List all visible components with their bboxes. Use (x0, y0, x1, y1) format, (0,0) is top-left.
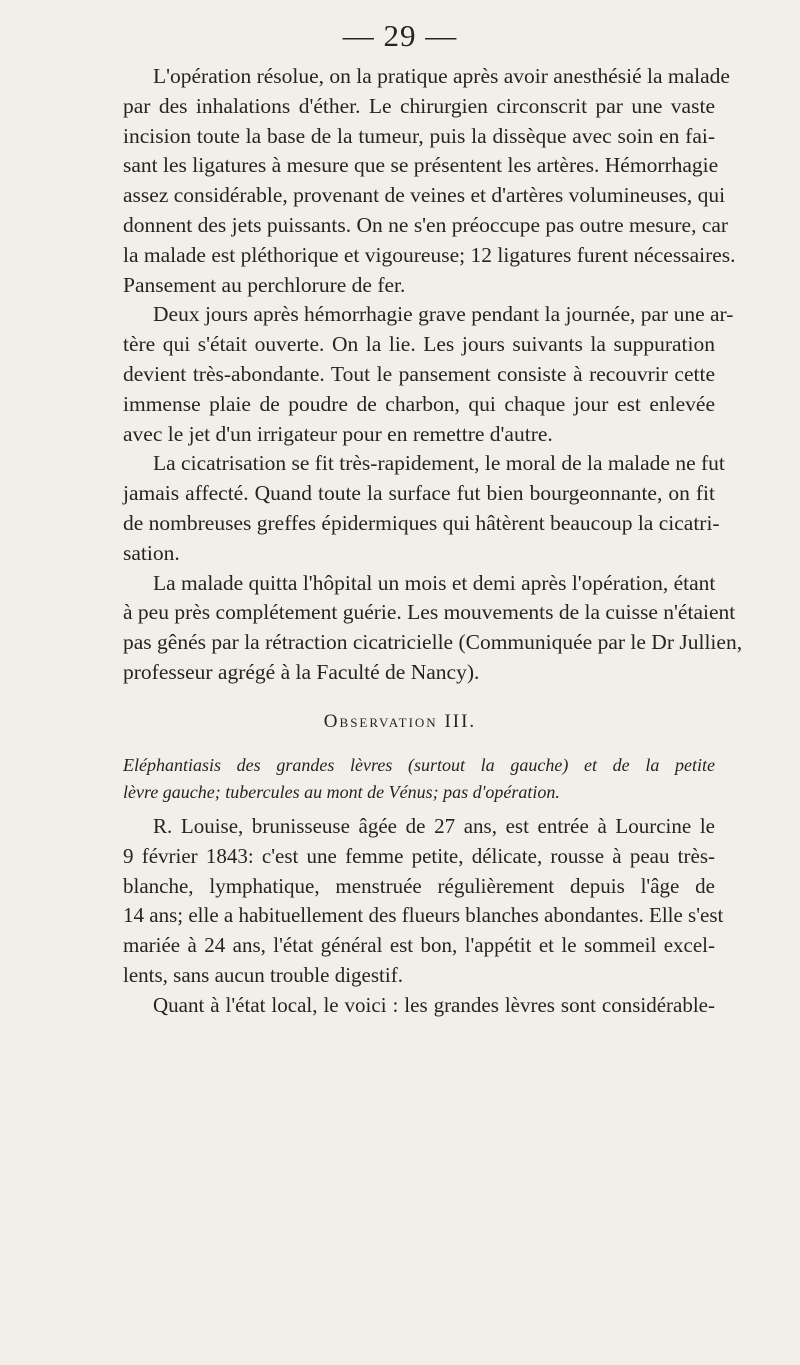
text-line: mariée à 24 ans, l'état général est bon, l'appétit et le sommeil excel- (123, 933, 715, 958)
text-line: sant les ligatures à mesure que se présentent les artères. Hémorrhagie (123, 153, 719, 178)
text-line: immense plaie de poudre de charbon, qui chaque jour est enlevée (123, 391, 715, 416)
text-line: sation. (123, 540, 180, 565)
text-line: par des inhalations d'éther. Le chirurgien circonscrit par une vaste (123, 93, 715, 118)
text-line: à peu près complétement guérie. Les mouvements de la cuisse n'étaient (123, 600, 736, 625)
text-line: pas gênés par la rétraction cicatricielle (Communiquée par le Dr Jullien, (123, 630, 743, 655)
paragraph-block-observation (123, 812, 724, 1021)
text-line: R. Louise, brunisseuse âgée de 27 ans, est entrée à Lourcine le (153, 814, 715, 838)
text-line: devient très-abondante. Tout le pansement consiste à recouvrir cette (123, 361, 715, 386)
text-line: donnent des jets puissants. On ne s'en préoccupe pas outre mesure, car (123, 212, 729, 237)
text-line: La malade quitta l'hôpital un mois et demi après l'opération, étant (153, 570, 716, 595)
subtitle-line: lèvre gauche; tubercules au mont de Vénus; pas d'opération. (123, 782, 560, 802)
text-line: L'opération résolue, on la pratique après avoir anesthésié la malade (153, 64, 730, 88)
text-line: professeur agrégé à la Faculté de Nancy). (123, 659, 480, 684)
text-line: de nombreuses greffes épidermiques qui hâtèrent beaucoup la cicatri- (123, 510, 720, 535)
observation-heading: Observation III. (323, 711, 477, 732)
text-line: blanche, lymphatique, menstruée régulièrement depuis l'âge de (123, 873, 715, 898)
text-line: Deux jours après hémorrhagie grave pendant la journée, par une ar- (153, 302, 734, 327)
text-line: La cicatrisation se fit très-rapidement, le moral de la malade ne fut (153, 451, 725, 476)
text-line: lents, sans aucun trouble digestif. (123, 962, 403, 987)
text-line: 14 ans; elle a habituellement des flueurs blanches abondantes. Elle s'est (123, 903, 724, 928)
paragraph-block-operation (123, 62, 743, 688)
text-line: assez considérable, provenant de veines et d'artères volumineuses, qui (123, 183, 726, 208)
subtitle-line: Eléphantiasis des grandes lèvres (surtout la gauche) et de la petite (123, 755, 715, 775)
text-line: Pansement au perchlorure de fer. (123, 272, 406, 297)
text-line: 9 février 1843: c'est une femme petite, délicate, rousse à peau très- (123, 843, 715, 868)
text-line: la malade est pléthorique et vigoureuse; 12 ligatures furent nécessaires. (123, 242, 736, 267)
text-line: avec le jet d'un irrigateur pour en remettre d'autre. (123, 421, 553, 446)
text-line: tère qui s'était ouverte. On la lie. Les jours suivants la suppuration (123, 332, 715, 357)
page-number: — 29 — (342, 18, 458, 53)
text-line: incision toute la base de la tumeur, puis la dissèque avec soin en fai- (123, 123, 715, 148)
text-line: Quant à l'état local, le voici : les grandes lèvres sont considérable- (153, 992, 715, 1017)
text-line: jamais affecté. Quand toute la surface fut bien bourgeonnante, on fit (123, 481, 715, 506)
observation-subtitle (123, 752, 715, 806)
